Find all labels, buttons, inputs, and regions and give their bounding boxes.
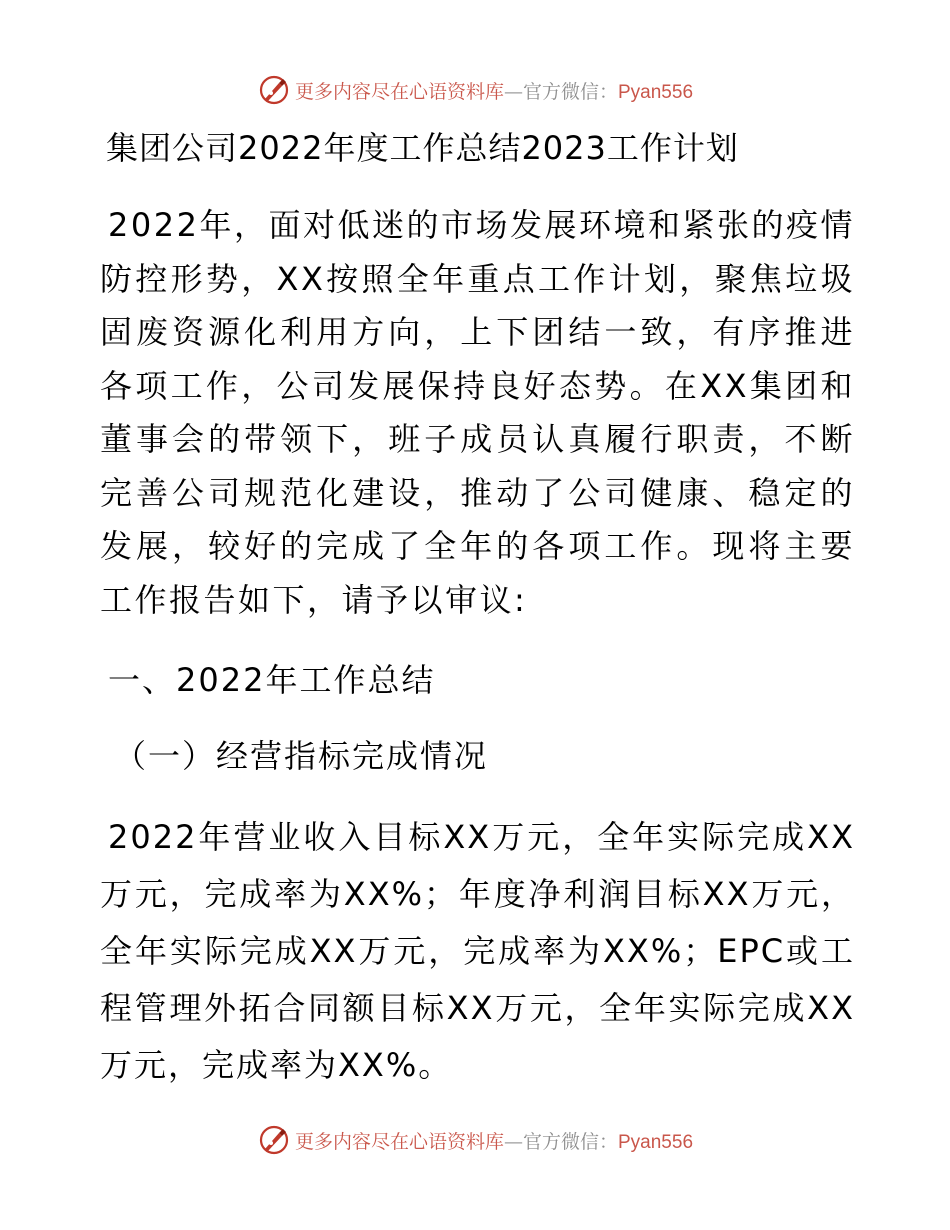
footer-banner <box>0 1120 950 1160</box>
banner-text: 更多内容尽在心语资料库—官方微信：Pyan556 <box>294 1130 694 1153</box>
intro-paragraph: 2022年，面对低迷的市场发展环境和紧张的疫情防控形势，XX按照全年重点工作计划，聚焦垃圾固废资源化利用方向，上下团结一致，有序推进各项工作，公司发展保持良好态势。在XX集团和董事会的带领下，班子成员认真履行职责，不断完善公司规范化建设，推动了公司健康、稳定的发展，较好的完成了全年的各项工作。现将主要工作报告如下，请予以审议: <box>100 206 855 619</box>
document-title: 集团公司2022年度工作总结2023工作计划 <box>106 129 739 167</box>
header-banner <box>0 70 950 110</box>
document-body <box>100 125 855 1094</box>
subsection-paragraph: 2022年营业收入目标XX万元，全年实际完成XX万元，完成率为XX%；年度净利润目标XX万元，全年实际完成XX万元，完成率为XX%；EPC或工程管理外拓合同额目标XX万元，全年实际完成XX万元，完成率为XX%。 <box>100 818 855 1084</box>
pen-logo-icon <box>257 1123 291 1157</box>
pen-logo-icon <box>257 73 291 107</box>
banner-text: 更多内容尽在心语资料库—官方微信：Pyan556 <box>294 80 694 103</box>
subsection-heading: （一）经营指标完成情况 <box>114 737 489 775</box>
section-heading: 一、2022年工作总结 <box>108 661 436 699</box>
